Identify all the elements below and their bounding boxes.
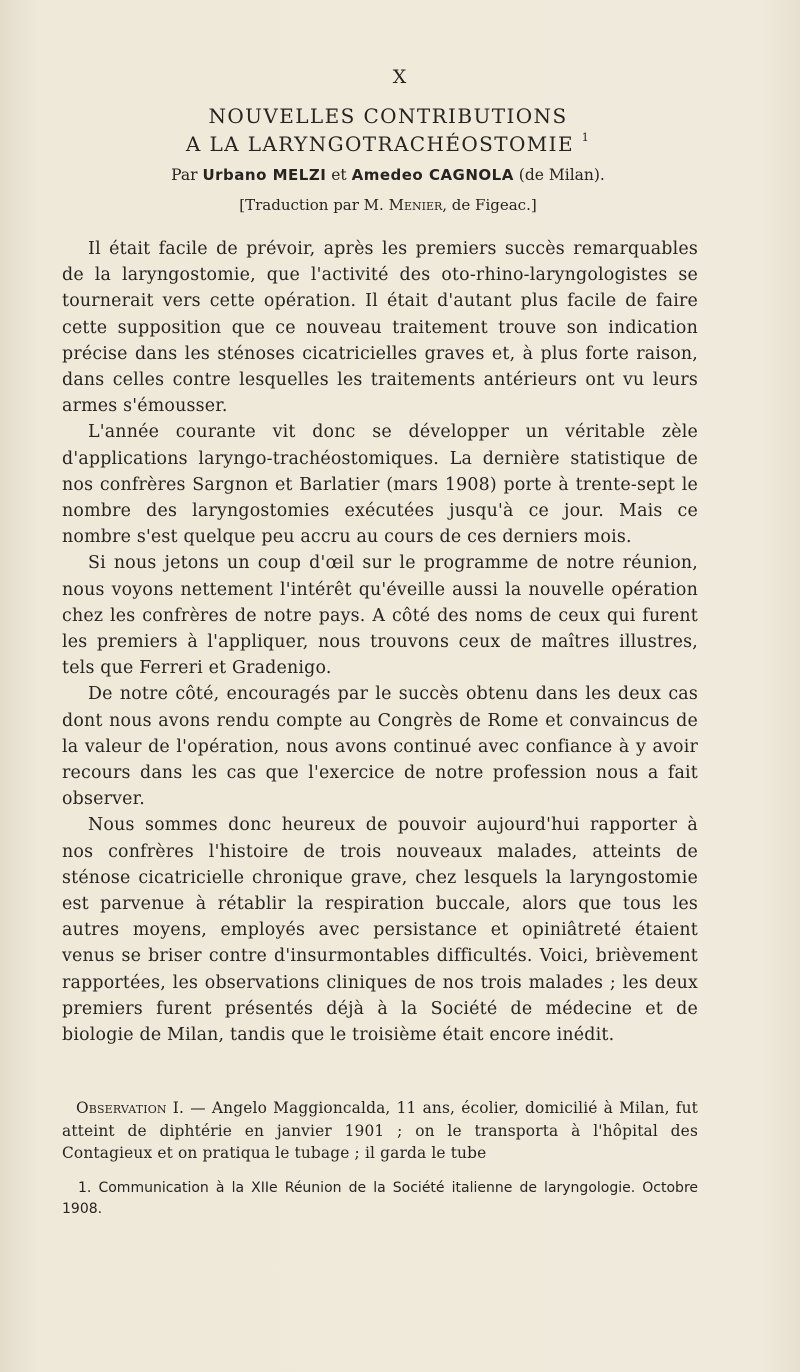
observation-paragraph <box>62 1097 698 1165</box>
paragraph-4: De notre côté, encouragés par le succès obtenu dans les deux cas dont nous avons rendu compte au Congrès de Rome et convaincus de la valeur de l'opération, nous avons continué avec confiance à y avoir recours dans les cas que l'exercice de notre profession nous a fait observer. <box>62 684 698 810</box>
observation-label: Observation I. <box>76 1099 185 1117</box>
byline <box>0 166 776 184</box>
translator-name: Menier <box>388 196 443 214</box>
footnote-text: Communication à la XIIe Réunion de la Société italienne de laryngologie. Octobre 1908. <box>62 1180 698 1217</box>
paragraph-5: Nous sommes donc heureux de pouvoir aujourd'hui rapporter à nos confrères l'histoire de trois nouveaux malades, atteints de sténose cicatricielle chronique grave, chez lesquels la laryngostomie est parvenue à rétablir la respiration buccale, alors que tous les autres moyens, employés avec persistance et opiniâtreté étaient venus se briser contre d'insurmontables difficultés. Voici, brièvement rapportées, les observations cliniques de nos trois malades ; les deux premiers furent présentés déjà à la Société de médecine et de biologie de Milan, tandis que le troisième était encore inédit. <box>62 815 698 1046</box>
chapter-number: X <box>392 66 408 88</box>
title-line-2 <box>0 131 776 156</box>
footnote-paragraph <box>62 1178 698 1220</box>
footnote <box>62 1178 698 1220</box>
byline-conjunction: et <box>331 166 347 184</box>
paragraph-3: Si nous jetons un coup d'œil sur le programme de notre réunion, nous voyons nettement l'intérêt qu'éveille aussi la nouvelle opération chez les confrères de notre pays. A côté des noms de ceux qui furent les premiers à l'appliquer, nous trouvons ceux de maîtres illustres, tels que Ferreri et Gradenigo. <box>62 553 698 679</box>
paragraph-1: Il était facile de prévoir, après les premiers succès remarquables de la laryngostomie, que l'activité des oto-rhino-laryngologistes se tournerait vers cette opération. Il était d'autant plus facile de faire cette supposition que ce nouveau traitement trouve son indication précise dans les sténoses cicatricielles graves et, à plus forte raison, dans celles contre lesquelles les traitements antérieurs ont vu leurs armes s'émousser. <box>62 239 698 417</box>
title-line-1: NOUVELLES CONTRIBUTIONS <box>208 104 568 128</box>
observation-text: — Angelo Maggioncalda, 11 ans, écolier, domicilié à Milan, fut atteint de diphtérie en janvier 1901 ; on le transporta à l'hôpital des Contagieux et on pratiqua le tubage ; il garda le tube <box>62 1099 698 1162</box>
translation-suffix: , de Figeac.] <box>442 196 537 214</box>
translation-credit <box>0 196 776 214</box>
byline-location: (de Milan). <box>518 166 605 184</box>
title-line-2-text: A LA LARYNGOTRACHÉOSTOMIE <box>185 132 574 156</box>
observation-section <box>62 1097 698 1165</box>
article-body <box>62 236 698 1048</box>
title-footnote-mark: 1 <box>581 131 591 144</box>
author-2: Amedeo CAGNOLA <box>351 166 514 184</box>
paragraph-2: L'année courante vit donc se développer un véritable zèle d'applications laryngo-trachéostomiques. La dernière statistique de nos confrères Sargnon et Barlatier (mars 1908) porte à trente-sept le nombre des laryngostomies exécutées jusqu'à ce jour. Mais ce nombre s'est quelque peu accru au cours de ces derniers mois. <box>62 422 698 548</box>
byline-prefix: Par <box>171 166 198 184</box>
translation-prefix: [Traduction par M. <box>239 196 384 214</box>
author-1: Urbano MELZI <box>202 166 327 184</box>
footnote-number: 1. <box>78 1180 92 1196</box>
